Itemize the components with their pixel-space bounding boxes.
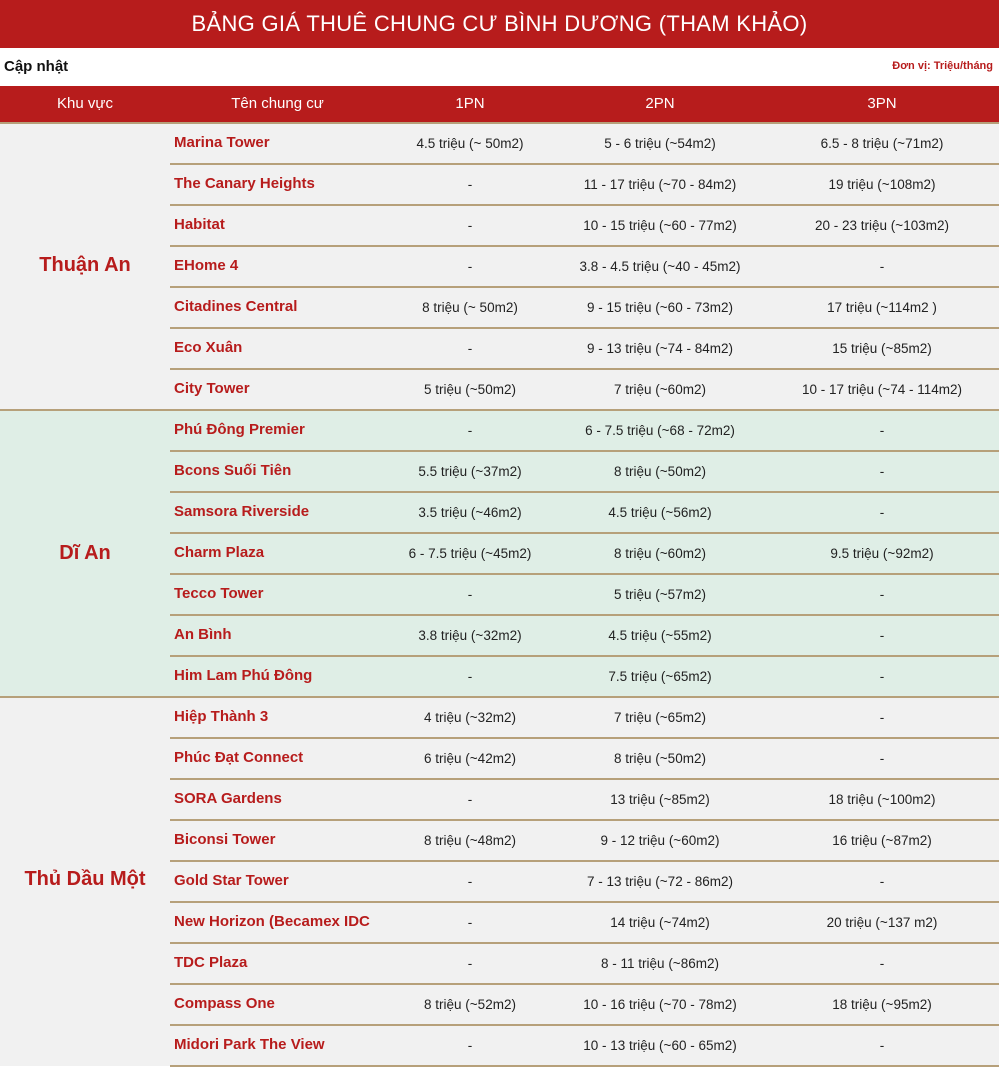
price-1pn: - [467,915,473,930]
table-row [170,821,999,862]
price-3pn: 15 triệu (~85m2) [832,341,932,356]
price-3pn: - [879,751,885,766]
table-row [170,165,999,206]
building-name: Tecco Tower [174,585,264,602]
price-3pn: 20 triệu (~137 m2) [826,915,938,930]
price-3pn: 20 - 23 triệu (~103m2) [815,218,949,233]
building-name: TDC Plaza [174,954,248,971]
price-2pn: 8 triệu (~50m2) [614,751,706,766]
table-row [170,534,999,575]
price-2pn: 8 triệu (~60m2) [614,546,706,561]
price-3pn: 18 triệu (~95m2) [832,997,932,1012]
building-name: Habitat [174,216,225,233]
building-name: Eco Xuân [174,339,243,356]
table-row [170,452,999,493]
header-1pn: 1PN [455,95,485,112]
price-3pn: 17 triệu (~114m2 ) [827,300,937,315]
price-2pn: 10 - 13 triệu (~60 - 65m2) [583,1038,737,1053]
area-label: Dĩ An [59,542,111,564]
table-row [170,780,999,821]
header-area: Khu vực [57,95,113,112]
price-2pn: 9 - 13 triệu (~74 - 84m2) [587,341,733,356]
price-1pn: - [467,669,473,684]
building-name: Compass One [174,995,275,1012]
price-3pn: - [879,259,885,274]
price-1pn: - [467,259,473,274]
price-3pn: - [879,505,885,520]
table-row [170,657,999,698]
table-row [170,985,999,1026]
table-row [170,493,999,534]
table-row [170,329,999,370]
price-1pn: 4 triệu (~32m2) [424,710,516,725]
building-name: Hiệp Thành 3 [174,708,269,725]
price-3pn: - [879,464,885,479]
price-3pn: 10 - 17 triệu (~74 - 114m2) [802,382,962,397]
price-1pn: - [467,587,473,602]
area-label: Thuận An [39,254,131,276]
price-2pn: 5 triệu (~57m2) [614,587,706,602]
info-bar [0,48,999,86]
price-1pn: - [467,177,473,192]
price-3pn: 18 triệu (~100m2) [828,792,936,807]
building-name: The Canary Heights [174,175,315,192]
area-group [0,122,999,409]
building-name: Marina Tower [174,134,270,151]
price-1pn: 5.5 triệu (~37m2) [418,464,522,479]
table-row [170,247,999,288]
price-2pn: 11 - 17 triệu (~70 - 84m2) [583,177,737,192]
price-2pn: 8 triệu (~50m2) [614,464,706,479]
price-1pn: - [467,956,473,971]
table-row [170,739,999,780]
price-2pn: 6 - 7.5 triệu (~68 - 72m2) [585,423,735,438]
table-row [170,944,999,985]
building-name: Gold Star Tower [174,872,289,889]
price-1pn: 3.8 triệu (~32m2) [418,628,522,643]
header-3pn: 3PN [867,95,897,112]
page-title: BẢNG GIÁ THUÊ CHUNG CƯ BÌNH DƯƠNG (THAM KHẢO) [0,0,999,48]
building-name: Citadines Central [174,298,298,315]
price-2pn: 7.5 triệu (~65m2) [608,669,712,684]
price-3pn: 16 triệu (~87m2) [832,833,932,848]
updated-label: Cập nhật [4,58,69,75]
price-3pn: - [879,628,885,643]
table-header [0,86,999,122]
price-3pn: - [879,874,885,889]
area-group [0,409,999,696]
building-name: An Bình [174,626,232,643]
table-row [170,411,999,452]
price-2pn: 7 triệu (~60m2) [614,382,706,397]
price-2pn: 7 triệu (~65m2) [614,710,706,725]
price-2pn: 4.5 triệu (~55m2) [608,628,712,643]
price-2pn: 14 triệu (~74m2) [610,915,710,930]
table-row [170,616,999,657]
building-name: Charm Plaza [174,544,265,561]
price-1pn: - [467,874,473,889]
price-3pn: - [879,1038,885,1053]
price-1pn: 5 triệu (~50m2) [424,382,516,397]
price-1pn: 8 triệu (~ 50m2) [422,300,518,315]
price-3pn: 6.5 - 8 triệu (~71m2) [820,136,944,151]
area-label: Thủ Dầu Một [24,868,146,890]
price-3pn: 9.5 triệu (~92m2) [830,546,934,561]
header-name: Tên chung cư [231,95,324,112]
building-name: SORA Gardens [174,790,282,807]
price-1pn: 6 - 7.5 triệu (~45m2) [408,546,532,561]
price-3pn: - [879,423,885,438]
price-2pn: 5 - 6 triệu (~54m2) [604,136,716,151]
building-name: Him Lam Phú Đông [174,667,313,684]
price-1pn: - [467,792,473,807]
price-2pn: 3.8 - 4.5 triệu (~40 - 45m2) [579,259,741,274]
price-1pn: - [467,218,473,233]
price-3pn: - [879,710,885,725]
building-name: New Horizon (Becamex IDC [174,913,370,930]
header-2pn: 2PN [645,95,675,112]
price-1pn: - [467,1038,473,1053]
table-row [170,698,999,739]
price-2pn: 10 - 15 triệu (~60 - 77m2) [583,218,737,233]
price-2pn: 13 triệu (~85m2) [610,792,710,807]
building-name: Bcons Suối Tiên [174,462,292,479]
price-2pn: 7 - 13 triệu (~72 - 86m2) [587,874,733,889]
unit-label: Đơn vị: Triệu/tháng [892,60,993,72]
building-name: Midori Park The View [174,1036,325,1053]
building-name: City Tower [174,380,250,397]
table-row [170,124,999,165]
price-2pn: 8 - 11 triệu (~86m2) [601,956,719,971]
table-row [170,575,999,616]
building-name: Phúc Đạt Connect [174,749,304,766]
price-2pn: 9 - 12 triệu (~60m2) [600,833,720,848]
price-1pn: - [467,341,473,356]
building-name: Biconsi Tower [174,831,276,848]
price-3pn: - [879,956,885,971]
area-group [0,696,999,1066]
price-1pn: 3.5 triệu (~46m2) [418,505,522,520]
table-row [170,1026,999,1067]
price-3pn: - [879,587,885,602]
price-1pn: 8 triệu (~52m2) [424,997,516,1012]
price-2pn: 10 - 16 triệu (~70 - 78m2) [583,997,737,1012]
building-name: Samsora Riverside [174,503,310,520]
table-row [170,862,999,903]
table-row [170,903,999,944]
price-3pn: - [879,669,885,684]
table-row [170,206,999,247]
price-2pn: 9 - 15 triệu (~60 - 73m2) [587,300,733,315]
price-1pn: - [467,423,473,438]
price-2pn: 4.5 triệu (~56m2) [608,505,712,520]
price-1pn: 8 triệu (~48m2) [424,833,516,848]
price-3pn: 19 triệu (~108m2) [828,177,936,192]
building-name: EHome 4 [174,257,239,274]
price-1pn: 4.5 triệu (~ 50m2) [416,136,524,151]
building-name: Phú Đông Premier [174,421,305,438]
price-1pn: 6 triệu (~42m2) [424,751,516,766]
table-row [170,370,999,411]
table-row [170,288,999,329]
